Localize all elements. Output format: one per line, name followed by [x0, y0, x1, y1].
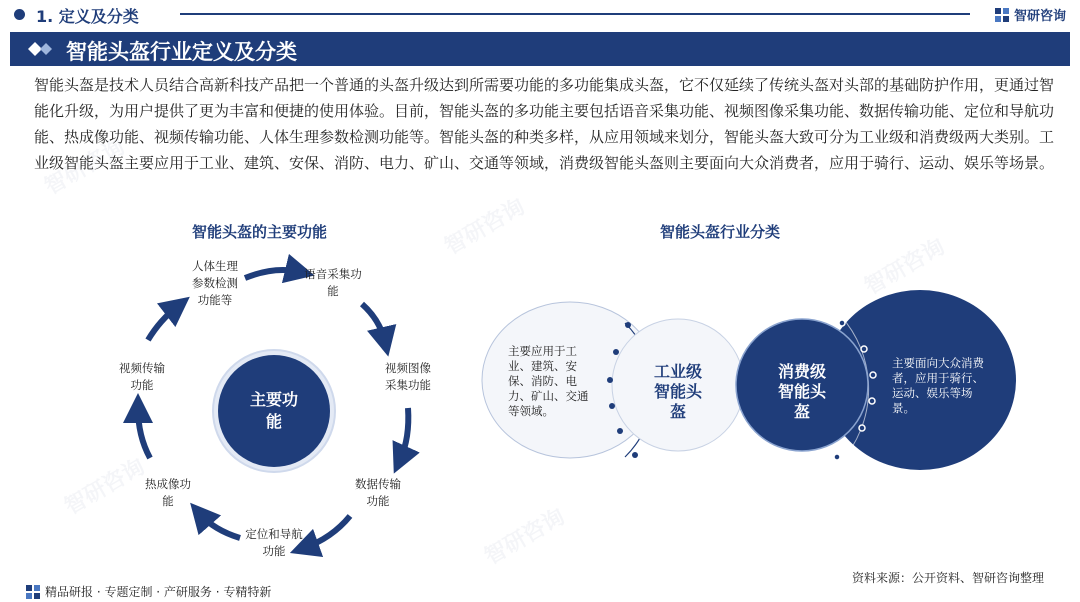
- cycle-arrow: [245, 270, 300, 278]
- footer-tagline: [26, 583, 271, 600]
- industrial-title: 工业级智能头盔: [653, 362, 702, 421]
- cycle-arrow: [304, 516, 350, 548]
- function-label-data-transfer: 数据传输功能: [355, 477, 401, 508]
- bullet-dot: [625, 322, 631, 328]
- bullet-dot: [617, 428, 623, 434]
- function-label-voice: 语音采集功能: [304, 267, 362, 298]
- cycle-arrow: [138, 408, 150, 458]
- source-note: 资料来源：公开资料、智研咨询整理: [851, 571, 1044, 585]
- footer-logo-icon: [26, 585, 40, 599]
- watermark: 智研咨询: [440, 194, 530, 261]
- watermark: 智研咨询: [60, 454, 150, 521]
- bullet-dot: [870, 372, 876, 378]
- categories-heading: 智能头盔行业分类: [660, 223, 781, 241]
- function-label-thermal: 热成像功能: [145, 477, 191, 508]
- consumer-description: 主要面向大众消费者，应用于骑行、运动、娱乐等场景。: [892, 356, 984, 415]
- bullet-dot: [869, 398, 875, 404]
- cycle-arrow: [148, 306, 178, 340]
- cycle-arrow: [200, 514, 240, 538]
- consumer-title: 消费级智能头盔: [777, 362, 826, 421]
- section-divider: [180, 13, 970, 15]
- diamond-icon: [26, 40, 54, 58]
- bullet-dot: [859, 425, 865, 431]
- function-label-video-image: 视频图像采集功能: [385, 361, 431, 392]
- functions-center-label: 主要功能: [249, 390, 298, 431]
- brand-name: 智研咨询: [1013, 9, 1066, 24]
- function-label-navigation: 定位和导航功能: [245, 527, 303, 558]
- brand: [994, 5, 1066, 24]
- footer-tagline-text: 精品研报 · 专题定制 · 产研服务 · 专精特新: [45, 585, 272, 599]
- bullet-dot: [861, 346, 867, 352]
- section-dot-icon: [14, 9, 25, 20]
- industrial-description: 主要应用于工业、建筑、安保、消防、电力、矿山、交通等领域。: [508, 344, 589, 418]
- section-title: 1. 定义及分类: [36, 7, 139, 26]
- intro-paragraph: 智能头盔是技术人员结合高新科技产品把一个普通的头盔升级达到所需要功能的多功能集成头盔，它不仅延续了传统头盔对头部的基础防护作用，更通过智能化升级，为用户提供了更为丰富和便捷的使用体验。目前，智能头盔的多功能主要包括语音采集功能、视频图像采集功能、数据传输功能、定位和导航功能、热成像功能、视频传输功能、人体生理参数检测功能等。智能头盔的种类多样，从应用领域来划分，智能头盔大致可分为工业级和消费级两大类别。工业级智能头盔主要应用于工业、建筑、安保、消防、电力、矿山、交通等领域，消费级智能头盔则主要面向大众消费者，应用于骑行、运动、娱乐等场景。: [34, 76, 1055, 172]
- banner-title: 智能头盔行业定义及分类: [66, 40, 297, 64]
- brand-logo-icon: [994, 7, 1010, 23]
- watermark: 智研咨询: [40, 134, 130, 201]
- function-label-physiology: 人体生理参数检测功能等: [192, 259, 238, 307]
- watermark: 智研咨询: [480, 504, 570, 571]
- bullet-dot: [839, 320, 845, 326]
- watermark: 智研咨询: [860, 234, 950, 301]
- cycle-arrow: [400, 408, 408, 460]
- bullet-dot: [609, 403, 615, 409]
- functions-heading: 智能头盔的主要功能: [192, 223, 328, 241]
- section-header: [0, 0, 1080, 28]
- bullet-dot: [613, 349, 619, 355]
- cycle-arrow: [362, 304, 385, 342]
- function-label-video-transfer: 视频传输功能: [119, 361, 165, 392]
- bullet-dot: [632, 452, 638, 458]
- bullet-dot: [834, 454, 840, 460]
- bullet-dot: [607, 377, 613, 383]
- title-banner: [10, 32, 1070, 66]
- functions-center: [218, 355, 330, 467]
